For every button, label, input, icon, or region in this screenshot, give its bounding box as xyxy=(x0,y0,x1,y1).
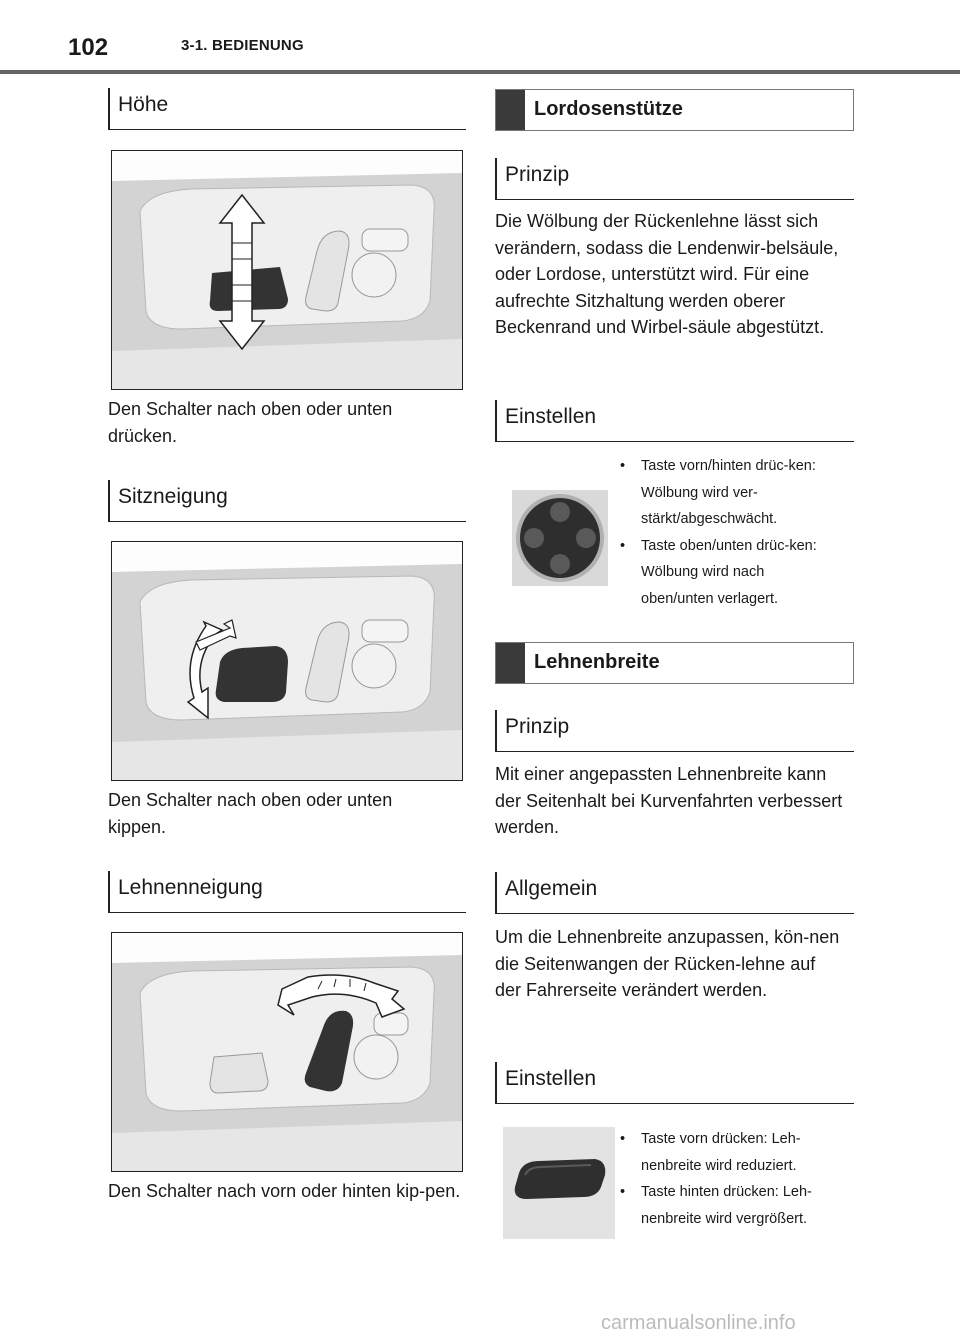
page-number: 102 xyxy=(68,34,109,61)
heading-einstellen-lehnenbreite: Einstellen xyxy=(495,1062,854,1104)
heading-bar xyxy=(496,90,525,130)
text-allgemein: Um die Lehnenbreite anzupassen, kön-nen die Seitenwangen der Rücken-lehne auf der Fahrerseite verändert werden. xyxy=(495,927,840,1000)
header-rule xyxy=(0,70,960,74)
text-lehnenneigung: Den Schalter nach vorn oder hinten kip-pen. xyxy=(108,1181,461,1201)
chapter-title: 3-1. BEDIENUNG xyxy=(181,37,304,54)
section-heading-label: Lordosenstütze xyxy=(534,98,683,120)
heading-bar xyxy=(496,643,525,683)
section-heading-lehnenbreite xyxy=(495,642,854,684)
list-item: • Taste vorn drücken: Leh-nenbreite wird reduziert. xyxy=(620,1126,845,1179)
text-hoehe: Den Schalter nach oben oder unten drücken. xyxy=(108,399,393,446)
heading-lehnenneigung: Lehnenneigung xyxy=(108,871,466,913)
list-item: • Taste hinten drücken: Leh-nenbreite wird vergrößert. xyxy=(620,1179,845,1232)
figure-backrest-width-button xyxy=(503,1127,615,1239)
figure-seat-tilt-switch xyxy=(111,541,463,781)
figure-backrest-tilt-switch xyxy=(111,932,463,1172)
figure-seat-height-switch xyxy=(111,150,463,390)
text-sitzneigung: Den Schalter nach oben oder unten kippen. xyxy=(108,790,393,837)
heading-prinzip-lehnenbreite: Prinzip xyxy=(495,710,854,752)
section-heading-lordosenstuetze xyxy=(495,89,854,131)
list-item: • Taste vorn/hinten drüc-ken: Wölbung wird ver-stärkt/abgeschwächt. xyxy=(620,453,840,533)
text-prinzip-lordose: Die Wölbung der Rückenlehne lässt sich verändern, sodass die Lendenwir-belsäule, oder Lordose, unterstützt wird. Für eine aufrechte Sitzhaltung werden oberer Beckenrand und Wirbel-säule abgestützt. xyxy=(495,211,839,337)
heading-hoehe: Höhe xyxy=(108,88,466,130)
heading-prinzip-lordose: Prinzip xyxy=(495,158,854,200)
heading-sitzneigung: Sitzneigung xyxy=(108,480,466,522)
watermark: carmanualsonline.info xyxy=(601,1312,796,1334)
list-lordose-einstellen xyxy=(620,453,840,612)
section-heading-label: Lehnenbreite xyxy=(534,651,660,673)
list-item: • Taste oben/unten drüc-ken: Wölbung wird nach oben/unten verlagert. xyxy=(620,533,840,613)
text-prinzip-lehnenbreite: Mit einer angepassten Lehnenbreite kann der Seitenhalt bei Kurvenfahrten verbessert werden. xyxy=(495,764,843,837)
heading-allgemein: Allgemein xyxy=(495,872,854,914)
figure-lumbar-support-button xyxy=(512,490,608,586)
list-lehnenbreite-einstellen xyxy=(620,1126,845,1232)
heading-einstellen-lordose: Einstellen xyxy=(495,400,854,442)
